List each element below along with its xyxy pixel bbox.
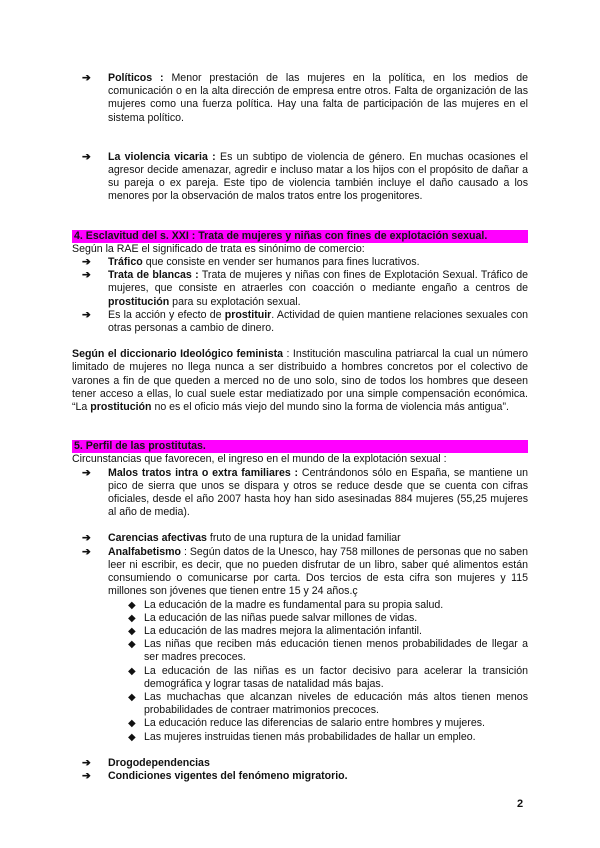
diamond-icon: ◆: [128, 599, 136, 611]
analf-text: : Según datos de la Unesco, hay 758 millones de personas que no saben leer ni escribir, es decir, que no pueden disfrutar de un libro, saber qué alimentos están consumiendo o comunicarse por carta. Dos tercios de esta cifra son mujeres y 115 millones son jóvenes que tienen entre 15 y 24 años.ç: [108, 545, 528, 598]
trafico-label: Tráfico: [108, 256, 143, 269]
vicaria-text: Es un subtipo de violencia de género. En muchas ocasiones el agresor decide amenazar, agredir e incluso matar a los hijos con el propósito de dañar a su pareja o ex pareja. Este tipo de violencia también incluye el daño causado a los menores por la observación de malos tratos entre los progenitores.: [108, 150, 528, 203]
arrow-icon: ➔: [82, 72, 91, 84]
politicos-text: Menor prestación de las mujeres en la política, en los medios de comunicación o en la alta dirección de empresa entre otros. Falta de organización de las mujeres como una fuerza política. Hay una falta de participación de las mujeres en el sistema político.: [108, 72, 528, 124]
dict-bold-b: prostitución: [90, 401, 152, 414]
dict-text-a: : Institución masculina patriarcal la cual un número limitado de mujeres no llega nunca a ser distribuido a hombres concretos por el colectivo de varones a fin de que queden a merced no de uno solo, sino de todos los hombres que deseen tener acceso a ellas, lo cual suele estar mediatizado por una simple compensación económica. “La: [72, 348, 528, 414]
bullet-text: La educación de las madres mejora la alimentación infantil.: [144, 624, 422, 637]
list-item-drogodependencias: [72, 757, 528, 770]
bullet-item: [72, 731, 528, 744]
list-item-prostituir: [72, 309, 528, 335]
trata-bold-b: prostitución: [108, 295, 170, 308]
malos-label: Malos tratos intra o extra familiares :: [108, 466, 299, 479]
education-bullets: [72, 599, 528, 744]
list-item-condiciones: [72, 770, 528, 783]
bullet-item: [72, 599, 528, 612]
prostituir-text-a: Es la acción y efecto de: [108, 308, 222, 321]
bullet-text: La educación reduce las diferencias de salario entre hombres y mujeres.: [144, 717, 485, 730]
list-item-politicos: [72, 72, 528, 125]
dict-label: Según el diccionario Ideológico feminista: [72, 348, 284, 361]
carencias-label: Carencias afectivas: [108, 532, 207, 545]
list-item-analfabetismo: [72, 546, 528, 599]
bullet-item: [72, 638, 528, 664]
malos-text: Centrándonos sólo en España, se mantiene un pico de sierra que unos se dispara y otros se reduce desde que se cuenta con cifras oficiales, desde el año 2007 hasta hoy han sido asesinadas 884 mujeres (55,25 mujeres al año de media).: [108, 466, 528, 519]
section4-intro: Según la RAE el significado de trata es sinónimo de comercio:: [72, 242, 365, 255]
diamond-icon: ◆: [128, 665, 136, 677]
trata-text-c: para su explotación sexual.: [172, 295, 301, 308]
arrow-icon: ➔: [82, 150, 91, 163]
diamond-icon: ◆: [128, 691, 136, 703]
section5-intro: Circunstancias que favorecen, el ingreso en el mundo de la explotación sexual :: [72, 453, 447, 466]
bullet-item: [72, 717, 528, 730]
dict-text-c: no es el oficio más viejo del mundo sino la forma de violencia más antigua”.: [154, 401, 509, 414]
diamond-icon: ◆: [128, 731, 136, 743]
bullet-text: Las mujeres instruidas tienen más probabilidades de hallar un empleo.: [144, 730, 476, 743]
arrow-icon: ➔: [82, 256, 91, 269]
bullet-item: [72, 665, 528, 691]
section4-heading: 4. Esclavitud del s. XXI : Trata de mujeres y niñas con fines de explotación sexual.: [72, 230, 528, 243]
page-number: 2: [517, 798, 524, 810]
politicos-label: Políticos :: [108, 72, 164, 84]
condiciones-label: Condiciones vigentes del fenómeno migratorio.: [108, 769, 348, 782]
bullet-item: [72, 625, 528, 638]
section5-heading: 5. Perfil de las prostitutas.: [72, 440, 528, 453]
diamond-icon: ◆: [128, 625, 136, 637]
list-item-vicaria: [72, 151, 528, 204]
trata-text-a: Trata de mujeres y niñas con fines de Explotación Sexual. Tráfico de mujeres, que consiste en atraerles con coacción o mediante engaño a centros de: [108, 269, 528, 295]
diamond-icon: ◆: [128, 612, 136, 624]
trata-label: Trata de blancas :: [108, 269, 199, 282]
bullet-item: [72, 612, 528, 625]
trafico-text: que consiste en vender ser humanos para fines lucrativos.: [145, 256, 420, 269]
arrow-icon: ➔: [82, 308, 91, 321]
bullet-text: Las muchachas que alcanzan niveles de educación más altos tienen menos probabilidades de contraer matrimonios precoces.: [144, 690, 528, 717]
bullet-text: La educación de las niñas es un factor decisivo para acelerar la transición demográfica y lograr tasas de natalidad más bajas.: [144, 664, 528, 690]
bullet-item: [72, 691, 528, 717]
drogo-label: Drogodependencias: [108, 756, 210, 769]
list-item-trafico: [72, 256, 528, 269]
arrow-icon: ➔: [82, 532, 91, 545]
list-item-malos-tratos: [72, 467, 528, 520]
dictionary-paragraph: [72, 348, 528, 414]
list-item-carencias: [72, 532, 528, 545]
bullet-text: La educación de la madre es fundamental para su propia salud.: [144, 598, 444, 611]
arrow-icon: ➔: [82, 756, 91, 769]
bullet-text: Las niñas que reciben más educación tienen menos probabilidades de llegar a ser madres precoces.: [144, 638, 528, 664]
arrow-icon: ➔: [82, 769, 91, 782]
prostituir-text-b: . Actividad de quien mantiene relaciones sexuales con otras personas a cambio de dinero.: [108, 308, 528, 335]
vicaria-label: La violencia vicaria :: [108, 150, 216, 163]
arrow-icon: ➔: [82, 269, 91, 282]
diamond-icon: ◆: [128, 718, 136, 730]
carencias-text: fruto de una ruptura de la unidad familiar: [209, 532, 401, 545]
prostituir-bold: prostituir: [224, 308, 272, 321]
bullet-text: La educación de las niñas puede salvar millones de vidas.: [144, 611, 418, 624]
diamond-icon: ◆: [128, 639, 136, 651]
list-item-trata: [72, 269, 528, 309]
arrow-icon: ➔: [82, 466, 91, 479]
analf-label: Analfabetismo: [108, 545, 181, 558]
document-page: [72, 72, 528, 783]
arrow-icon: ➔: [82, 545, 91, 558]
